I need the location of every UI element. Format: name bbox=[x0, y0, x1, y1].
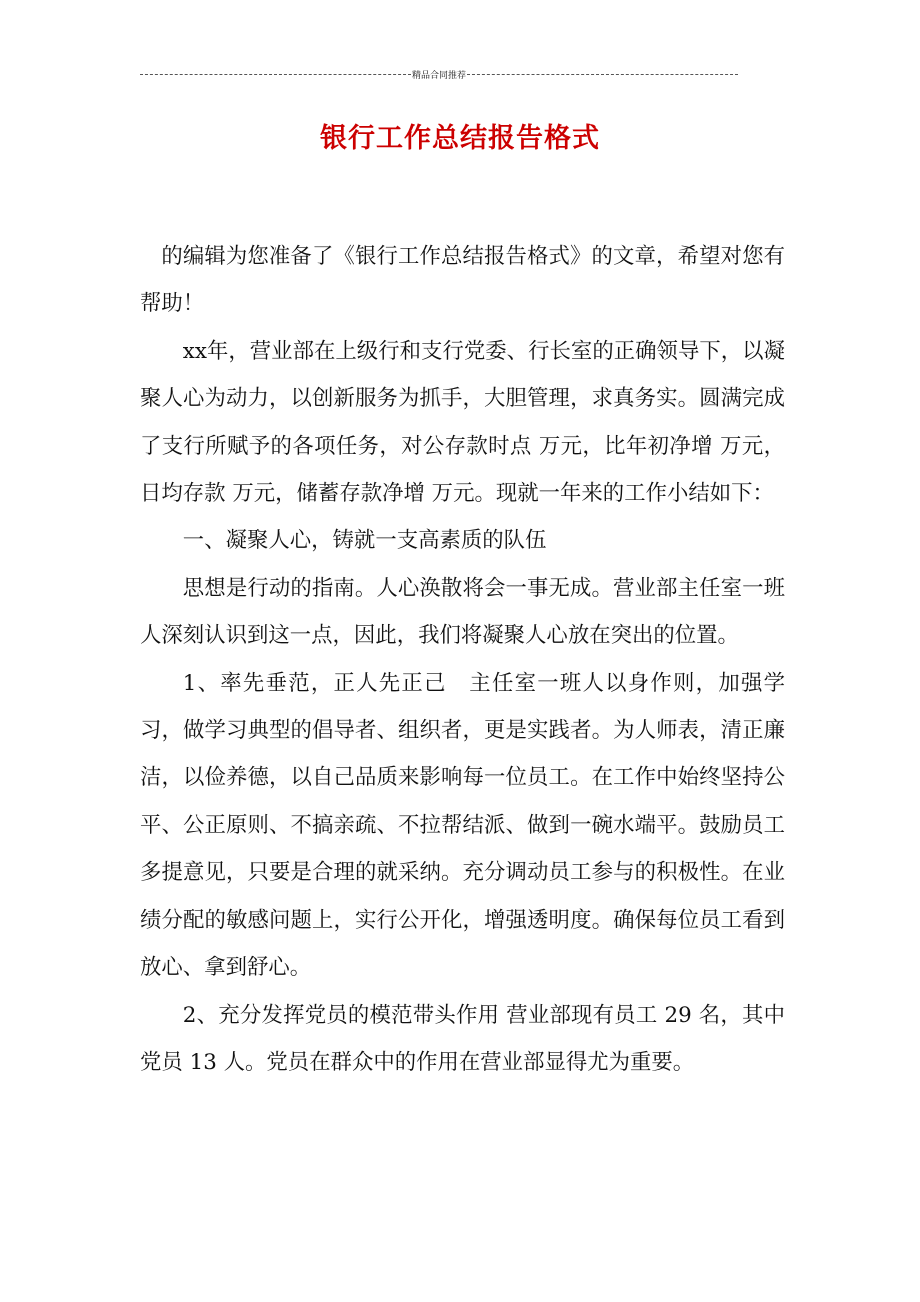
paragraph-point-2: 2、充分发挥党员的模范带头作用 营业部现有员工 29 名，其中党员 13 人。党员在群众中的作用在营业部显得尤为重要。 bbox=[140, 1002, 785, 1075]
paragraph-intro: 的编辑为您准备了《银行工作总结报告格式》的文章，希望对您有帮助！ bbox=[140, 244, 785, 317]
paragraph-summary: xx年，营业部在上级行和支行党委、行长室的正确领导下，以凝聚人心为动力，以创新服务为抓手，大胆管理，求真务实。圆满完成了支行所赋予的各项任务，对公存款时点 万元，比年初净增 万元，日均存款 万元，储蓄存款净增 万元。现就一年来的工作小结如下： bbox=[140, 338, 785, 507]
document-body bbox=[140, 233, 785, 1086]
page-header-rule bbox=[140, 66, 738, 82]
paragraph-point-1: 1、率先垂范，正人先正己 主任室一班人以身作则，加强学习，做学习典型的倡导者、组织者，更是实践者。为人师表，清正廉洁，以俭养德，以自己品质来影响每一位员工。在工作中始终坚持公平、公正原则、不搞亲疏、不拉帮结派、做到一碗水端平。鼓励员工多提意见，只要是合理的就采纳。充分调动员工参与的积极性。在业绩分配的敏感问题上，实行公开化，增强透明度。确保每位员工看到放心、拿到舒心。 bbox=[140, 670, 785, 981]
header-dash-left bbox=[140, 74, 411, 75]
section-heading-1: 一、凝聚人心，铸就一支高素质的队伍 bbox=[182, 528, 547, 554]
paragraph-section-1-intro: 思想是行动的指南。人心涣散将会一事无成。营业部主任室一班人深刻认识到这一点，因此，我们将凝聚人心放在突出的位置。 bbox=[140, 575, 785, 649]
header-label: 精品合同推荐 bbox=[412, 70, 467, 81]
header-dash-right bbox=[467, 74, 738, 75]
document-title: 银行工作总结报告格式 bbox=[320, 123, 600, 154]
